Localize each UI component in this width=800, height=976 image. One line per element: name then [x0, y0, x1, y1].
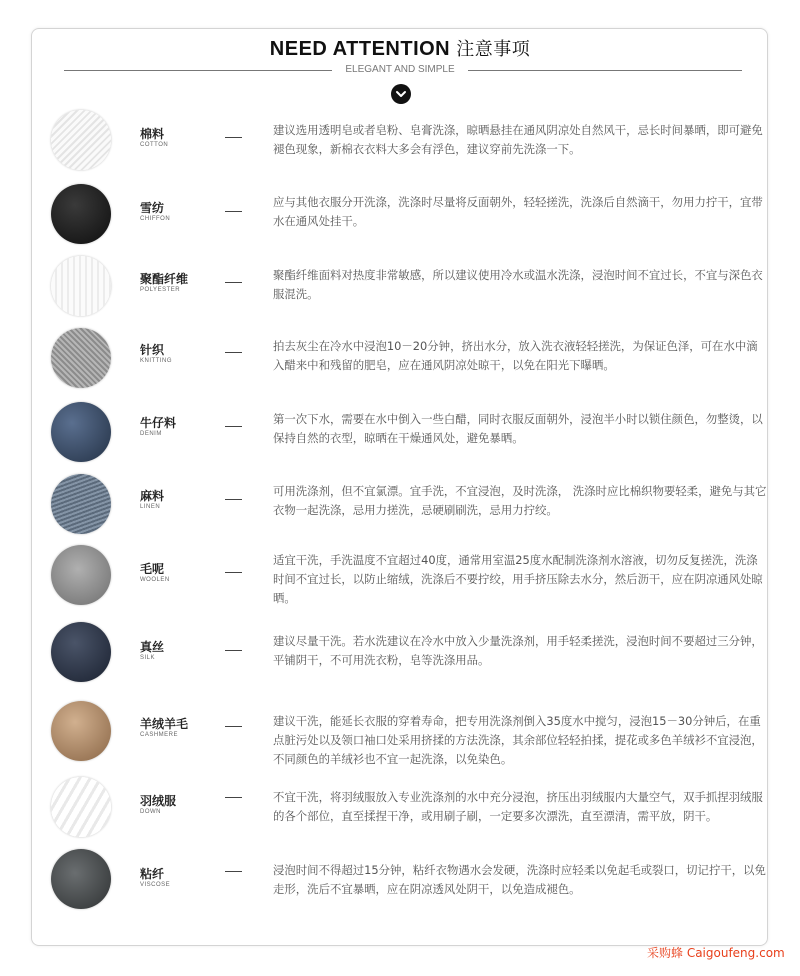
care-instructions: 应与其他衣服分开洗涤，洗涤时尽量将反面朝外，轻轻搓洗，洗涤后自然滴干，勿用力拧干，宜带水在通风处挂干。 [273, 195, 763, 228]
fabric-english-name: CASHMERE [140, 732, 179, 738]
fabric-name: 麻料 [140, 489, 165, 503]
care-instructions: 建议尽量干洗。若水洗建议在冷水中放入少量洗涤剂，用手轻柔搓洗，浸泡时间不要超过三分钟，平铺阴干，不可用洗衣粉，皂等洗涤用品。 [273, 634, 763, 667]
care-instructions: 浸泡时间不得超过15分钟，粘纤衣物遇水会发硬，洗涤时应轻柔以免起毛或裂口，切记拧干，以免走形，洗后不宜暴晒，应在阴凉透风处阴干，以免造成褪色。 [273, 863, 766, 896]
fabric-english-name: SILK [140, 655, 156, 661]
subtitle: ELEGANT AND SIMPLE [345, 64, 455, 75]
fabric-name: 棉料 [140, 127, 165, 141]
fabric-name: 羽绒服 [140, 794, 177, 808]
dash-separator [225, 650, 242, 651]
blue-denim-fabric-icon [51, 402, 111, 462]
fabric-english-name: DOWN [140, 809, 161, 815]
dash-separator [225, 499, 242, 500]
white-polyester-fabric-icon [51, 256, 111, 316]
camel-cashmere-fabric-icon [51, 701, 111, 761]
page-title [0, 35, 800, 61]
white-down-fabric-icon [51, 777, 111, 837]
navy-silk-fabric-icon [51, 622, 111, 682]
fabric-name: 针织 [140, 343, 165, 357]
fabric-name: 粘纤 [140, 867, 165, 881]
fabric-english-name: CHIFFON [140, 216, 171, 222]
fabric-name: 雪纺 [140, 201, 165, 215]
dash-separator [225, 726, 242, 727]
dash-separator [225, 426, 242, 427]
care-instructions: 不宜干洗，将羽绒服放入专业洗涤剂的水中充分浸泡，挤压出羽绒服内大量空气，双手抓捏羽绒服的各个部位，直至揉捏干净，或用刷子刷，一定要多次漂洗，直至漂清，需平放，阴干。 [273, 790, 763, 823]
fabric-name: 牛仔料 [140, 416, 177, 430]
care-instructions: 拍去灰尘在冷水中浸泡10－20分钟，挤出水分，放入洗衣液轻轻搓洗，为保证色泽，可在水中滴入醋来中和残留的肥皂，应在通风阴凉处晾干，以免在阳光下曝晒。 [273, 339, 758, 372]
care-instructions: 聚酯纤维面料对热度非常敏感，所以建议使用冷水或温水洗涤，浸泡时间不宜过长，不宜与深色衣服混洗。 [273, 268, 763, 301]
care-instructions: 适宜干洗，手洗温度不宜超过40度，通常用室温25度水配制洗涤剂水溶液，切勿反复搓洗，洗涤时间不宜过长，以防止缩绒，洗涤后不要拧绞，用手挤压除去水分，然后沥干，应在阴凉通风处晾晒。 [273, 553, 763, 605]
fabric-english-name: VISCOSE [140, 882, 171, 888]
fabric-name: 毛呢 [140, 562, 165, 576]
care-instructions: 第一次下水，需要在水中倒入一些白醋，同时衣服反面朝外，浸泡半小时以锁住颜色，勿整烫，以保持自然的衣型，晾晒在干燥通风处，避免暴晒。 [273, 412, 763, 445]
dash-separator [225, 797, 242, 798]
black-chiffon-fabric-icon [51, 184, 111, 244]
fabric-name: 聚酯纤维 [140, 272, 189, 286]
blue-linen-fabric-icon [51, 474, 111, 534]
dash-separator [225, 352, 242, 353]
fabric-name: 羊绒羊毛 [140, 717, 189, 731]
chevron-down-icon [391, 84, 411, 104]
dash-separator [225, 871, 242, 872]
dash-separator [225, 211, 242, 212]
dash-separator [225, 137, 242, 138]
fabric-english-name: DENIM [140, 431, 162, 437]
fabric-english-name: LINEN [140, 504, 161, 510]
care-instructions: 建议干洗，能延长衣服的穿着寿命，把专用洗涤剂倒入35度水中搅匀，浸泡15－30分钟后，在重点脏污处以及领口袖口处采用挤揉的方法洗涤，其余部位轻轻拍揉，提花或多色羊绒衫不宜浸泡，不同颜色的羊绒衫也不宜一起洗涤，以免染色。 [273, 714, 763, 766]
title-chinese: 注意事项 [456, 39, 531, 60]
watermark: 采购蜂 Caigoufeng.com [647, 946, 785, 960]
fabric-english-name: WOOLEN [140, 577, 170, 583]
fabric-english-name: KNITTING [140, 358, 172, 364]
care-instructions: 可用洗涤剂，但不宜氯漂。宜手洗，不宜浸泡，及时洗涤， 洗涤时应比棉织物要轻柔，避免与其它衣物一起洗涤，忌用力搓洗，忌硬刷刷洗，忌用力拧绞。 [273, 484, 767, 517]
care-instructions: 建议选用透明皂或者皂粉、皂膏洗涤，晾晒悬挂在通风阴凉处自然风干，忌长时间暴晒，即可避免褪色现象，新棉衣衣料大多会有浮色，建议穿前先洗涤一下。 [273, 123, 763, 156]
white-cotton-fabric-icon [51, 110, 111, 170]
dash-separator [225, 572, 242, 573]
grey-knit-fabric-icon [51, 328, 111, 388]
fabric-english-name: POLYESTER [140, 287, 181, 293]
grey-wool-fabric-icon [51, 545, 111, 605]
fabric-name: 真丝 [140, 640, 165, 654]
dark-grey-viscose-fabric-icon [51, 849, 111, 909]
dash-separator [225, 282, 242, 283]
title-english: NEED ATTENTION [269, 38, 451, 60]
fabric-english-name: COTTON [140, 142, 169, 148]
